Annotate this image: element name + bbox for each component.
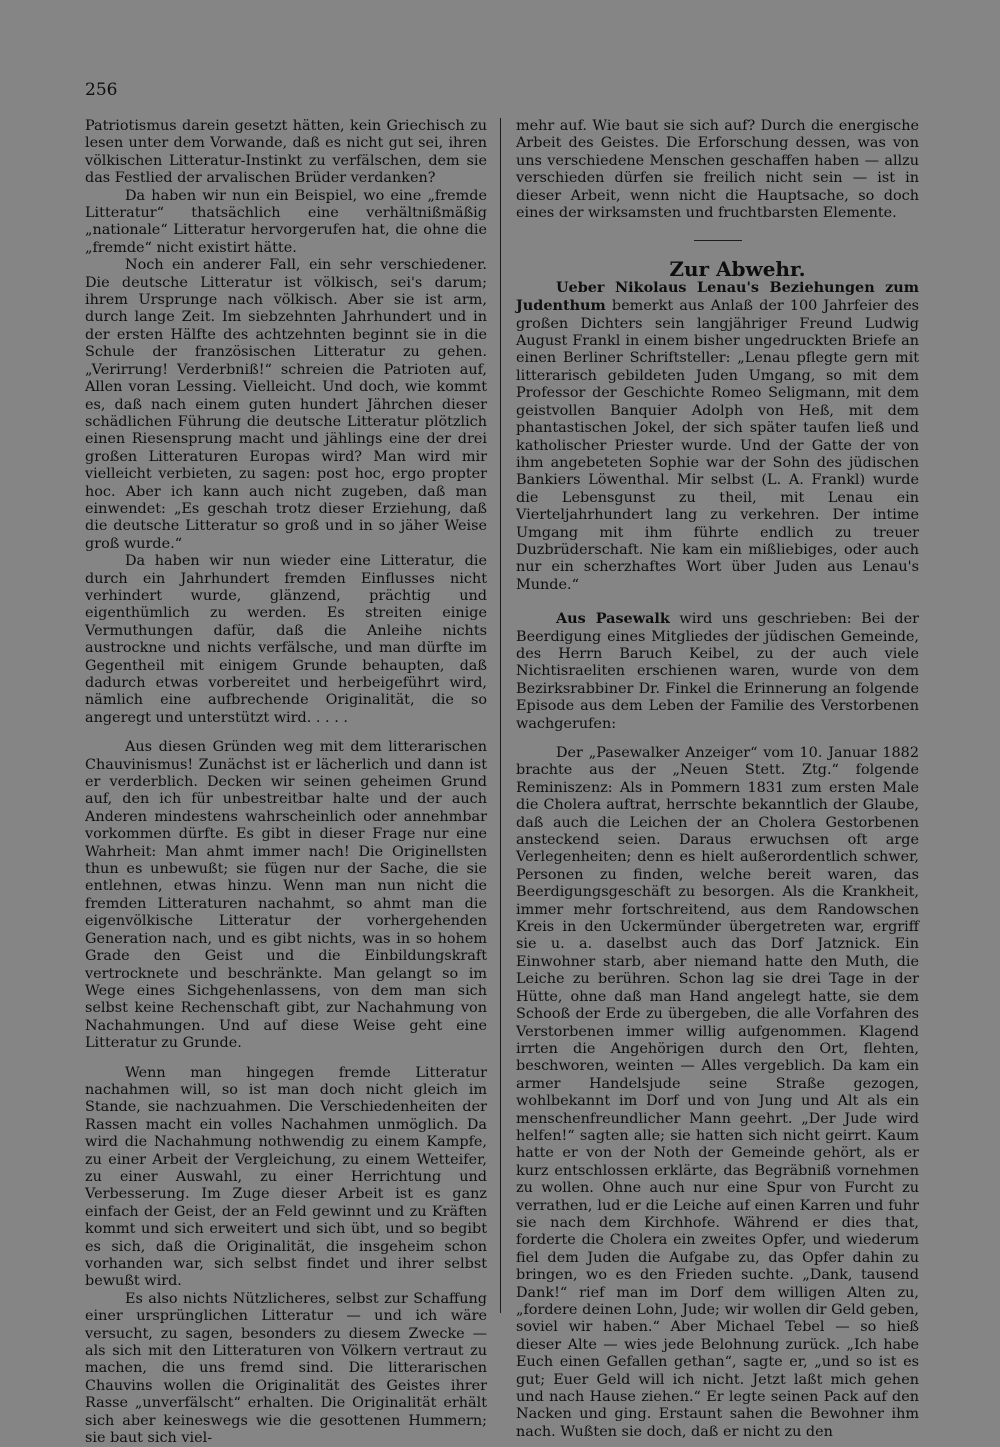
- item-lead: Aus Pasewalk: [556, 610, 670, 628]
- page-number: 256: [85, 80, 118, 100]
- item-body: bemerkt aus Anlaß der 100 Jahrfeier des großen Dichters sein langjähriger Freund Ludwig August Frankl in einem bisher ungedruckten Briefe an einen Berliner Schriftsteller: „Lenau pflegte gern mit litterarisch gebildeten Juden Umgang, so mit dem Professor der Geschichte Romeo Seligmann, mit dem geistvollen Banquier Adolph von Heß, mit dem phantastischen Jokel, der sich später taufen ließ und katholischer Priester wurde. Und der Gatte der von ihm angebeteten Sophie war der Sohn des jüdischen Bankiers Löwenthal. Mir selbst (L. A. Frankl) wurde die Lebensgunst zu theil, mit Lenau ein Vierteljahrhundert lang zu verkehren. Der intime Umgang mit ihm führte endlich zu treuer Duzbrüderschaft. Nie kam ein mißliebiges, oder auch nur ein scherzhaftes Wort über Juden aus Lenau's Munde.“: [516, 298, 919, 593]
- news-item-pasewalk: [516, 610, 919, 733]
- right-column: [516, 118, 919, 1441]
- section-separator: [694, 240, 742, 241]
- news-item-lenau: [516, 279, 919, 594]
- paragraph: mehr auf. Wie baut sie sich auf? Durch die energische Arbeit des Geistes. Die Erforschung dessen, was von uns verschiedene Menschen geschaffen haben — allzu verschieden dürfen sie freilich nicht sein — ist in dieser Arbeit, wenn nicht die Hauptsache, so doch eines der wirksamsten und fruchtbarsten Elemente.: [516, 118, 919, 222]
- paragraph: Da haben wir nun ein Beispiel, wo eine „fremde Litteratur“ thatsächlich eine verhältnißmäßig „nationale“ Litteratur hervorgerufen hat, die ohne die „fremde“ nicht existirt hätte.: [85, 187, 487, 256]
- paragraph: Noch ein anderer Fall, ein sehr verschiedener. Die deutsche Litteratur ist völkisch, sei's darum; ihrem Ursprunge nach völkisch. Aber sie ist arm, durch lange Zeit. Im siebzehnten Jahrhundert und in der ersten Hälfte des achtzehnten beginnt sie in die Schule der französischen Litteratur zu gehen. „Verirrung! Verderbniß!“ schreien die Patrioten auf, Allen voran Lessing. Vielleicht. Und doch, wie kommt es, daß nach einem guten hundert Jährchen dieser schädlichen Führung die deutsche Litteratur plötzlich einen Riesensprung macht und jählings eine der drei großen Litteraturen Europas wird? Man wird mir vielleicht verbieten, zu sagen: post hoc, ergo propter hoc. Aber ich kann auch nicht zugeben, daß man einwendet: „Es geschah trotz dieser Erziehung, daß die deutsche Litteratur so groß und in so jäher Weise groß wurde.“: [85, 257, 487, 552]
- paragraph: Es also nichts Nützlicheres, selbst zur Schaffung einer ursprünglichen Litteratur — und ich wäre versucht, zu sagen, besonders zu diesem Zwecke — als sich mit den Litteraturen von Völkern vertraut zu machen, die uns fremd sind. Die litterarischen Chauvins wollen die Originalität des Geistes ihrer Rasse „unverfälscht“ erhalten. Die Originalität erhält sich aber keineswegs wie die gesottenen Hummern; sie baut sich viel-: [85, 1290, 487, 1447]
- column-rule: [500, 118, 501, 1313]
- paragraph: Aus diesen Gründen weg mit dem litterarischen Chauvinismus! Zunächst ist er lächerlich und dann ist er verderblich. Decken wir seinen geheimen Grund auf, den ich für unbestreitbar halte und der auch Anderen mindestens wahrscheinlich oder annehmbar vorkommen dürfte. Es gibt in dieser Frage nur eine Wahrheit: Man ahmt immer nach! Die Originellsten thun es unbewußt; sie fügen nur der Sache, die sie entlehnen, etwas hinzu. Wenn man nun nicht die fremden Litteraturen nachahmt, so ahmt man die eigenvölkische Litteratur der vorhergehenden Generation nach, und es gibt nichts, was in so hohem Grade den Geist und die Einbildungskraft vertrocknete und beschränkte. Man gelangt so im Wege eines Sichgehenlassens, von dem man sich selbst keine Rechenschaft gibt, zur Nachahmung von Nachahmungen. Und auf diese Weise geht eine Litteratur zu Grunde.: [85, 739, 487, 1052]
- left-column: [85, 118, 487, 1447]
- item-body: wird uns geschrieben: Bei der Beerdigung eines Mitgliedes der jüdischen Gemeinde, des Herrn Baruch Keibel, zu der auch viele Nichtisraeliten erschienen waren, wurde von dem Bezirksrabbiner Dr. Finkel die Erinnerung an folgende Episode aus dem Leben der Familie des Verstorbenen wachgerufen:: [516, 611, 920, 732]
- paragraph: Da haben wir nun wieder eine Litteratur, die durch ein Jahrhundert fremden Einflusses nicht verhindert wurde, glänzend, prächtig und eigenthümlich zu werden. Es streiten einige Vermuthungen dafür, daß die Anleihe nichts austrockne und nichts verfälsche, und man dürfte im Gegentheil mit einigem Grunde behaupten, daß dadurch etwas vorbereitet und herbeigeführt wird, nämlich eine aufbrechende Originalität, die so angeregt und unterstützt wird. . . . .: [85, 553, 487, 726]
- paragraph: Patriotismus darein gesetzt hätten, kein Griechisch zu lesen unter dem Vorwande, daß es nicht gut sei, ihren völkischen Litteratur-Instinkt zu verfälschen, dem sie das Festlied der arvalischen Brüder verdanken?: [85, 118, 487, 187]
- paragraph: Wenn man hingegen fremde Litteratur nachahmen will, so ist man doch nicht gleich im Stande, sie nachzuahmen. Die Verschiedenheiten der Rassen macht ein volles Nachahmen unmöglich. Da wird die Nachahmung nothwendig zu einem Kampfe, zu einer Arbeit der Vergleichung, zu einem Wetteifer, zu einer Auswahl, zu einer Herrichtung und Verbesserung. Im Zuge dieser Arbeit ist es ganz einfach der Geist, der an Feld gewinnt und zu Kräften kommt und sich erweitert und sich übt, und so begibt es sich, daß die Originalität, die insgeheim schon vorhanden war, sich selbst findet und ihrer selbst bewußt wird.: [85, 1064, 487, 1290]
- section-heading: Zur Abwehr.: [669, 257, 806, 282]
- paragraph: Der „Pasewalker Anzeiger“ vom 10. Januar 1882 brachte aus der „Neuen Stett. Ztg.“ folgende Reminiszenz: Als in Pommern 1831 zum ersten Male die Cholera auftrat, herrschte bekanntlich der Glaube, daß auch die Leichen der an Cholera Gestorbenen ansteckend seien. Daraus erwuchsen oft arge Verlegenheiten; denn es hielt außerordentlich schwer, Personen zu finden, welche bereit waren, das Beerdigungsgeschäft zu besorgen. Als die Krankheit, immer mehr fortschreitend, aus dem Randowschen Kreis in den Uckermünder übergetreten war, ergriff sie u. a. daselbst auch das Dorf Jatznick. Ein Einwohner starb, aber niemand hatte den Muth, die Leiche zu berühren. Schon lag sie drei Tage in der Hütte, ohne daß man Hand angelegt hatte, sie dem Schooß der Erde zu übergeben, die alle Vorfahren des Verstorbenen immer willig aufgenommen. Klagend irrten die Angehörigen durch den Ort, flehten, beschworen, weinten — Alles vergeblich. Da kam ein armer Handelsjude seine Straße gezogen, wohlbekannt im Dorf und von Jung und Alt als ein menschenfreundlicher Mann geehrt. „Der Jude wird helfen!“ sagten alle; sie hatten sich nicht geirrt. Kaum hatte er von der Noth der Gemeinde gehört, als er kurz entschlossen erklärte, das Begräbniß vornehmen zu wollen. Ohne auch nur eine Spur von Furcht zu verrathen, lud er die Leiche auf einen Karren und fuhr sie nach dem Kirchhofe. Während er dies that, forderte die Cholera ein zweites Opfer, und wiederum fiel dem Juden die Aufgabe zu, das Opfer dahin zu bringen, wo es den Frieden suchte. „Dank, tausend Dank!“ rief man im Dorf dem willigen Alten zu, „fordere deinen Lohn, Jude; wir wollen dir Geld geben, soviel wir haben.“ Aber Michael Tebel — so hieß dieser Alte — wies jede Belohnung zurück. „Ich habe Euch einen Gefallen gethan“, sagte er, „und so ist es gut; Euer Geld will ich nicht. Jetzt laßt mich gehen und nach Hause ziehen.“ Er legte seinen Pack auf den Nacken und ging. Erstaunt sahen die Bewohner ihm nach. Wußten sie doch, daß er nicht zu den: [516, 745, 919, 1440]
- item-lead: Ueber Nikolaus Lenau's Beziehungen zum Judenthum: [516, 278, 919, 315]
